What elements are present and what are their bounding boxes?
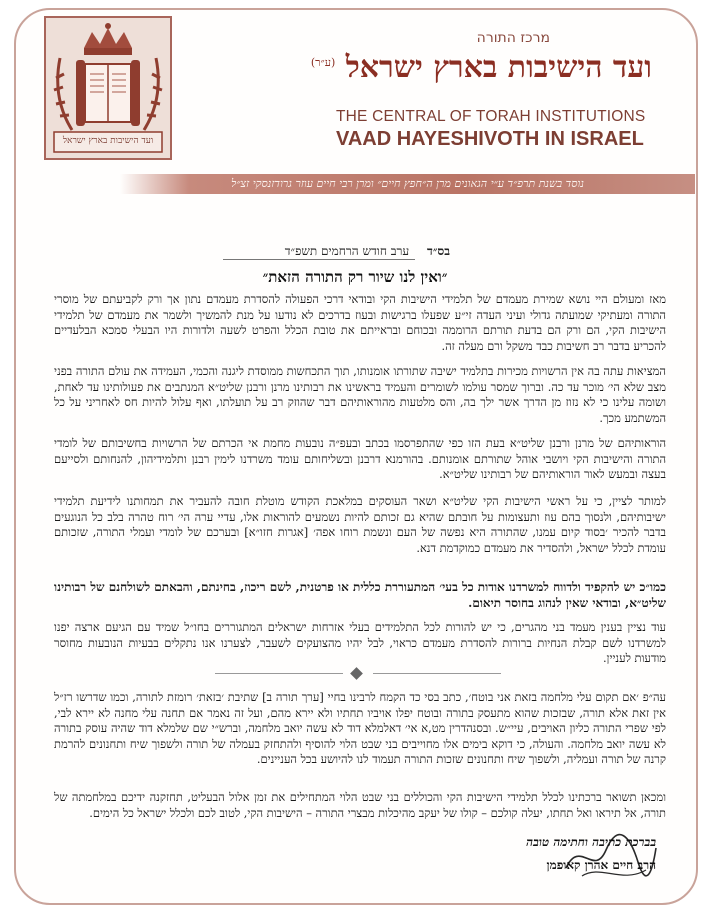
bs-header: בס״ד — [427, 244, 450, 258]
emblem-caption: ועד הישיבות בארץ ישראל — [62, 136, 154, 146]
letter-date-row — [160, 244, 450, 260]
paragraph-1: מאז ומעולם היי נושא שמירת מעמדם של תלמידי הישיבות הקי ובודאי דרכי הפעולה להסדרת מעמדם נתון אך ורק לקביעתם של מוסרי התורה ומעתיקי שמועתה גדולי ועיני העדה זי״ע שפעלו ברגישות ובעוז בדרכים לא נודעו על מנת להמשיך ולשמר את מעמדם של תלמידי הישיבות הקי, הם ורק הם בדעת תורתם הרוממה ובכוחם ובראייתם את טובת הכלל והפרט לשעה ולדורות היו הבעלי סמכא הבלעדיים להכריע בדבר רב חשיבות כבד משקל ורם מעלה זה. — [54, 292, 666, 353]
paragraph-7: עה״פ ׳אם תקום עלי מלחמה בזאת אני בוטח׳, כתב בסי כד הקמח לרבינו בחיי [ערך תורה ב] שתיבת ׳בזאת׳ רומזת לתורה, וכמו שדרשו רז״ל אין זאת אלא תורה, שבזכות שהוא מתעסק בתורה ובוטח יפלו אויביו תחתיו ולא יירא מהם, ועל זה נאמר אם תחנה עלי מחנה לא יירא לבי, לפי שפרי התורה כליון האויבים, עיי״ש. ובסנהדרין מט,א אי׳ דאלמלא דוד לא עשה יואב מלחמה, וברש״י שם שלמלא דוד שהיה עוסק בתורה לא עשה יואב מלחמה. והעולה, כי דוקא בימים אלו מחוייבים בני שבט הלוי להוסיף ולהתחזק בעמלה של תורה ולשפוך שיח ותחנונים להרמת קרנה של תורה ועמליה, ולשפוך שיח ותחנונים שזכות התורה תעמוד לנו להיושע בכל העניינים. — [54, 690, 666, 766]
center-subtitle: מרכז התורה — [476, 30, 550, 46]
paragraph-4: למותר לציין, כי על ראשי הישיבות הקי שליט״א ושאר העוסקים במלאכת הקודש מוטלת חובה להעביר את תמחותנו לידיעת תלמידי ישיבותיהם, ולנסוך בהם עוז ותעצומות על חובתם שהיא גם זכותם להיות נשמעים להוראות אלו, עדיי ערה הי׳ רוח טהרה בלב כל הנוגעים בדבר להכיר ׳בסוד קיום עמנו, שהתורה היא נפשה של העם ונשמת רוחו אפה׳ [אגרות חזו״א] ובערכם של לומדי ועמלי התורה, שזכותם עומדת לכלל ישראל, ולהסדיר את מעמדם כמוקדמת דנא. — [54, 494, 666, 555]
signer-name: הרב חיים אהרן קאופמן — [546, 858, 656, 872]
letter-date: ערב חודש הרחמים תשפ״ד — [223, 244, 415, 260]
closing-blessing: בברכת כתיבה וחתימה טובה — [526, 835, 656, 849]
divider-line-right — [373, 673, 501, 674]
paragraph-8: ומכאן תשואר ברכתינו לכלל תלמידי הישיבות הקי והכוללים בני שבט הלוי המתחילים את זמן אלול הבעליט, תחזקנה ידיכם במלחמתה של תורה, אל תיראו ואל תחתו, יעלה קולכם – קולו של יעקב מהיכלות מבצרי התורה – הישיבות הקי, לטוב לכם ולכלל ישראל כל הימים. — [54, 790, 666, 820]
section-divider — [215, 668, 501, 680]
paragraph-6: עוד נציין בענין מעמד בני מהגרים, כי יש להורות לכל התלמידים בעלי אזרחות ישראלים המתגוררים בחו״ל שמיד עם הגיעם ארצה יפנו למשרדנו לשם קבלת הנחיות ברורות להסדרת מעמדם כראוי, לבל יהיו מהצועקים לשעבר, לצערנו אנו נתקלים בבעיות הנובעות מחוסר מודעות לעניין. — [54, 620, 666, 665]
english-title-line2: VAAD HAYESHIVOTH IN ISRAEL — [336, 128, 644, 150]
founders-band: נוסד בשנת תרפ״ד ע״י הגאונים מרן ה״חפץ חיים״ ומרן רבי חיים עוזר גרודזנסקי זצ״ל — [120, 174, 695, 194]
organization-title — [200, 50, 652, 85]
divider-line-left — [215, 673, 343, 674]
paragraph-5-emphasis: כמו״כ יש להקפיד ולדווח למשרדנו אודות כל בעי׳ המתעוררת כללית או פרטנית, לשם ריכוז, בחינתם, והבאתם לשולחנם של רבותינו שליט״א, ובודאי שאין לנהוג בחוסר תיאום. — [54, 580, 666, 610]
organization-title-text: ועד הישיבות בארץ ישראל — [345, 50, 652, 85]
diamond-ornament-icon — [350, 667, 363, 680]
paragraph-3: הוראותיהם של מרנן ורבנן שליט״א בעת הזו כפי שהתפרסמו בכתב ובעפ״ה נובעות מחמת אי הכרתם של הרשויות בחשיבותם של לומדי התורה והישיבות הקי ויושבי אוהל שתורתם אומנותם. בהורמנא דרבנן ובשליחותם עומד משרדנו לימין רבנן ותלמידיהון, להנחותם ולסייעם בעצה ובמעש לאור הוראותיהם של רבותינו שליט״א. — [54, 436, 666, 481]
english-title-line1: THE CENTRAL OF TORAH INSTITUTIONS — [336, 108, 646, 125]
organization-title-abbr: (ע״ר) — [310, 56, 336, 69]
letter-title: ״ואין לנו שיור רק התורה הזאת״ — [262, 268, 448, 286]
paragraph-2: המציאות עתה בה אין הרשויות מכירות בתלמיד ישיבה שתורתו אומנותו, תוך התכחשות ממוסדת ליגנה והכמי, העמידה את עולם התורה בפני מצב שלא הי׳ מוכר עד כה. וברוך שמסר עולמו לשומרים והעמיד בראשינו את רבותינו מרנן ורבנן שליט״א המנתבים את פעולותינו עד לאחת, ושומה עלינו כי לא נזוז מן הדרך אשר ילך בה, והס מלטעות מהוראותיהם דבר שהוזק רב על תועלתו, ואף עלול להיות חס לאחריני על כל המשתמע מכך. — [54, 364, 666, 425]
